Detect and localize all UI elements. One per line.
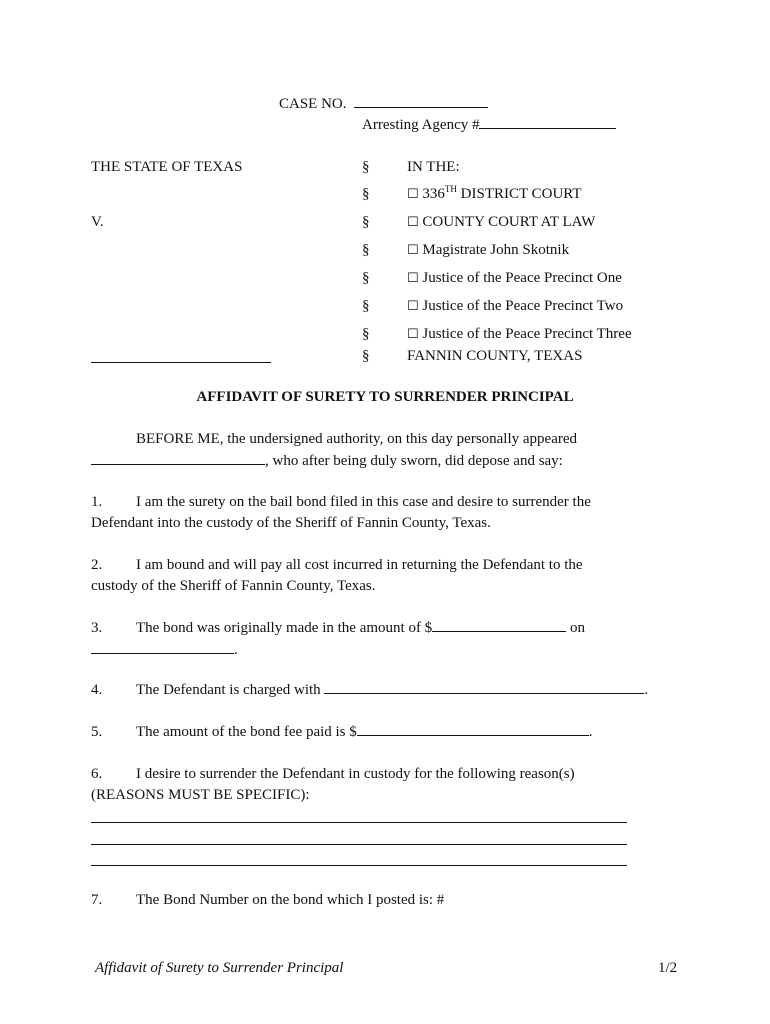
intro-line-2 [91, 454, 563, 469]
item-3-on: on [569, 620, 585, 636]
item-5-period: . [588, 724, 593, 740]
reason-field-line[interactable] [91, 865, 627, 866]
in-the-label: IN THE: [407, 159, 460, 175]
section-symbol: § [362, 270, 370, 286]
item-7-text: The Bond Number on the bond which I posted is: # [136, 892, 445, 908]
court-option-county-court [407, 215, 595, 230]
item-4-line [136, 683, 648, 698]
item-4-number: 4. [91, 682, 103, 698]
item-3-line-2 [91, 643, 238, 658]
affiant-name-field[interactable] [91, 463, 265, 465]
item-2-number: 2. [91, 557, 103, 573]
court-option-label: Magistrate John Skotnik [422, 242, 570, 258]
ordinal-suffix: TH [444, 184, 457, 194]
item-2-line-2: custody of the Sheriff of Fannin County, Texas. [91, 578, 376, 594]
checkbox-icon[interactable]: ☐ [407, 299, 419, 314]
checkbox-icon[interactable]: ☐ [407, 243, 419, 258]
section-symbol: § [362, 159, 370, 175]
item-4-text: The Defendant is charged with [136, 682, 321, 698]
item-6-line-2: (REASONS MUST BE SPECIFIC): [91, 787, 310, 803]
item-3-number: 3. [91, 620, 103, 636]
charge-field[interactable] [324, 692, 644, 694]
item-5-text: The amount of the bond fee paid is $ [136, 724, 357, 740]
court-option-label: Justice of the Peace Precinct Three [422, 326, 632, 342]
state-of-texas: THE STATE OF TEXAS [91, 159, 243, 175]
court-option-jp-three [407, 327, 632, 342]
affidavit-title: AFFIDAVIT OF SURETY TO SURRENDER PRINCIPAL [196, 389, 574, 405]
intro-line-1: BEFORE ME, the undersigned authority, on this day personally appeared [136, 431, 578, 447]
page-number: 1/2 [658, 960, 678, 976]
item-2-line-1: I am bound and will pay all cost incurred in returning the Defendant to the [136, 557, 583, 573]
item-6-number: 6. [91, 766, 103, 782]
fannin-county-label: FANNIN COUNTY, TEXAS [407, 348, 583, 364]
item-1-line-1: I am the surety on the bail bond filed in this case and desire to surrender the [136, 494, 591, 510]
item-1-line-2: Defendant into the custody of the Sheriff of Fannin County, Texas. [91, 515, 491, 531]
defendant-name-field[interactable] [91, 362, 271, 363]
item-5-number: 5. [91, 724, 103, 740]
arresting-agency-line [362, 118, 616, 133]
section-symbol: § [362, 326, 370, 342]
case-no-line [279, 97, 488, 112]
footer-title: Affidavit of Surety to Surrender Principal [95, 960, 344, 976]
reason-field-line[interactable] [91, 822, 627, 823]
court-option-jp-one [407, 271, 622, 286]
checkbox-icon[interactable]: ☐ [407, 271, 419, 286]
checkbox-icon[interactable]: ☐ [407, 187, 419, 202]
checkbox-icon[interactable]: ☐ [407, 327, 419, 342]
item-7-number: 7. [91, 892, 103, 908]
section-symbol: § [362, 214, 370, 230]
court-option-label: COUNTY COURT AT LAW [422, 214, 596, 230]
arresting-agency-field[interactable] [479, 127, 616, 129]
item-5-line [136, 725, 593, 740]
section-symbol: § [362, 242, 370, 258]
court-option-label-suffix: DISTRICT COURT [456, 186, 582, 202]
court-option-label: Justice of the Peace Precinct Two [422, 298, 624, 314]
bond-date-field[interactable] [91, 652, 234, 654]
item-3-period: . [234, 642, 238, 658]
intro-line-2-text: , who after being duly sworn, did depose and say: [265, 453, 563, 469]
bond-amount-field[interactable] [432, 630, 566, 632]
arresting-agency-label: Arresting Agency # [362, 117, 480, 133]
court-option-label: Justice of the Peace Precinct One [422, 270, 622, 286]
versus-label: V. [91, 214, 104, 230]
item-3-text: The bond was originally made in the amount of $ [136, 620, 433, 636]
item-6-line-1: I desire to surrender the Defendant in custody for the following reason(s) [136, 766, 575, 782]
item-1-number: 1. [91, 494, 103, 510]
case-no-field[interactable] [354, 106, 488, 108]
court-option-336th-district [407, 184, 582, 202]
section-symbol: § [362, 348, 370, 364]
item-4-period: . [644, 682, 649, 698]
checkbox-icon[interactable]: ☐ [407, 215, 419, 230]
bond-fee-field[interactable] [357, 734, 589, 736]
item-3-line [136, 621, 585, 636]
court-option-label: 336 [422, 186, 445, 202]
court-option-magistrate [407, 243, 569, 258]
reason-field-line[interactable] [91, 844, 627, 845]
court-option-jp-two [407, 299, 623, 314]
case-no-label: CASE NO. [279, 96, 347, 112]
section-symbol: § [362, 298, 370, 314]
section-symbol: § [362, 186, 370, 202]
